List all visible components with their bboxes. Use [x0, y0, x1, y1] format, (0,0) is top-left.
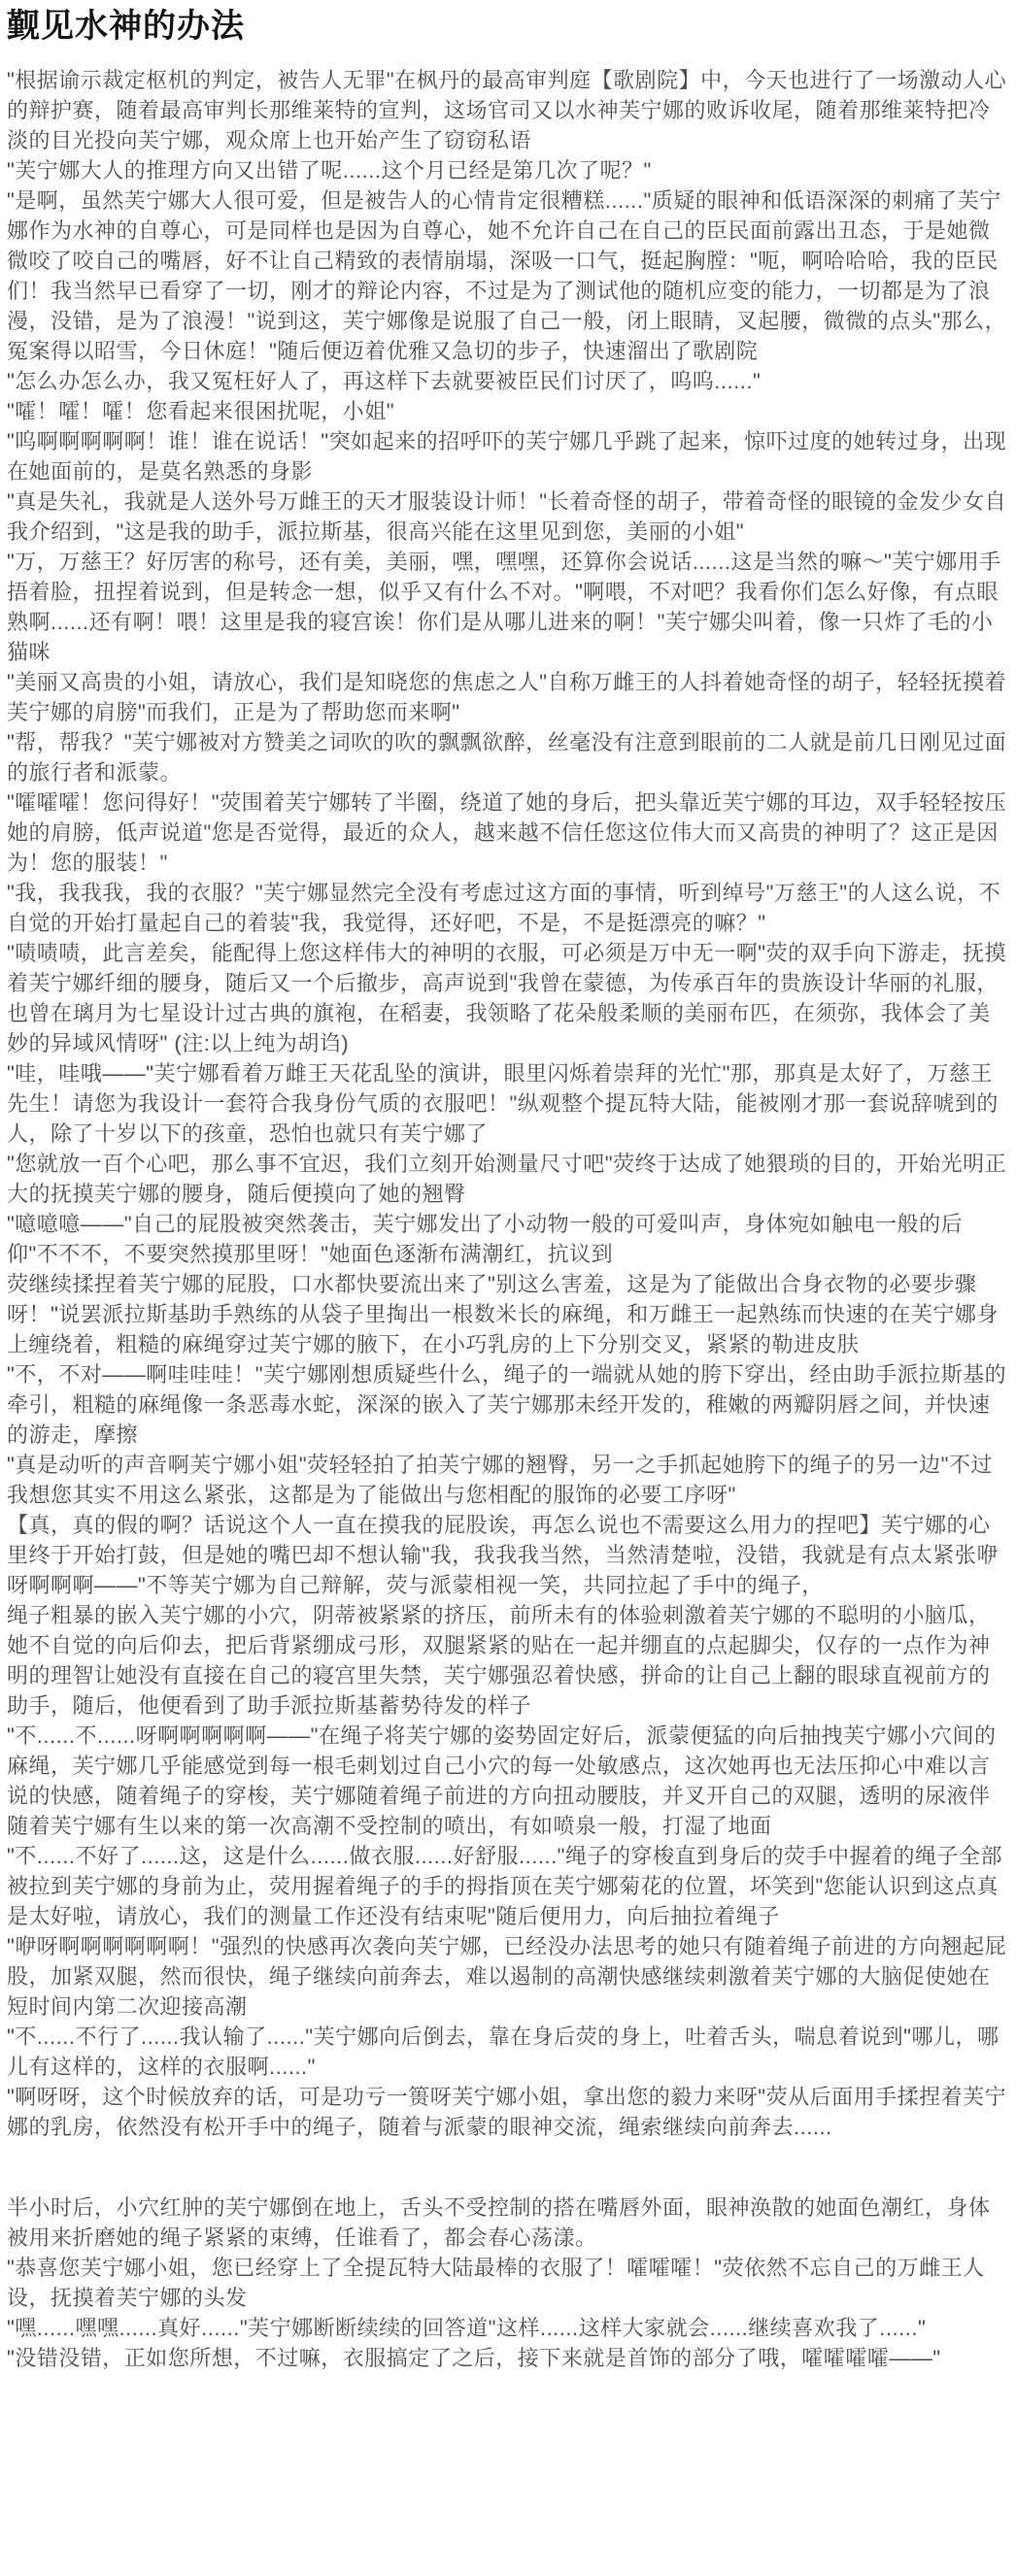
paragraph: "不......不好了......这，这是什么......做衣服......好舒服......"绳子的穿梭直到身后的荧手中握着的绳子全部被拉到芙宁娜的身前为止，荧用握着绳子的手的拇指顶在芙宁娜菊花的位置，坏笑到"您能认识到这点真是太好啦，请放心，我们的测量工作还没有结束呢"随后便用力，向后抽拉着绳子	[7, 1844, 1002, 1929]
paragraph: "啊呀呀，这个时候放弃的话，可是功亏一篑呀芙宁娜小姐，拿出您的毅力来呀"荧从后面用手揉捏着芙宁娜的乳房，依然没有松开手中的绳子，随着与派蒙的眼神交流，绳索继续向前奔去......	[7, 2085, 1007, 2140]
paragraph: "咿呀啊啊啊啊啊啊！"强烈的快感再次袭向芙宁娜，已经没办法思考的她只有随着绳子前进的方向翘起屁股，加紧双腿，然而很快，绳子继续向前奔去，难以遏制的高潮快感继续刺激着芙宁娜的大脑促使她在短时间内第二次迎接高潮	[7, 1934, 1007, 2020]
paragraph: "不，不对——啊哇哇哇！"芙宁娜刚想质疑些什么，绳子的一端就从她的胯下穿出，经由助手派拉斯基的牵引，粗糙的麻绳像一条恶毒水蛇，深深的嵌入了芙宁娜那未经开发的，稚嫩的两瓣阴唇之间，并快速的游走，摩擦	[7, 1362, 1007, 1448]
paragraph: "真是失礼，我就是人送外号万雌王的天才服装设计师！"长着奇怪的胡子，带着奇怪的眼镜的金发少女自我介绍到，"这是我的助手，派拉斯基，很高兴能在这里见到您，美丽的小姐"	[7, 489, 1007, 545]
paragraph: 荧继续揉捏着芙宁娜的屁股，口水都快要流出来了"别这么害羞，这是为了能做出合身衣物的必要步骤呀！"说罢派拉斯基助手熟练的从袋子里掏出一根数米长的麻绳，和万雌王一起熟练而快速的在芙宁娜身上缠绕着，粗糙的麻绳穿过芙宁娜的腋下，在小巧乳房的上下分别交叉，紧紧的勒进皮肤	[7, 1272, 999, 1357]
paragraph: "美丽又高贵的小姐，请放心，我们是知晓您的焦虑之人"自称万雌王的人抖着她奇怪的胡子，轻轻抚摸着芙宁娜的肩膀"而我们，正是为了帮助您而来啊"	[7, 670, 1007, 725]
document-body	[7, 65, 1009, 2373]
paragraph: "芙宁娜大人的推理方向又出错了呢......这个月已经是第几次了呢？"	[7, 158, 652, 184]
paragraph: "嘿......嘿嘿......真好......"芙宁娜断断续续的回答道"这样......这样大家就会......继续喜欢我了......"	[7, 2316, 927, 2341]
paragraph: "不......不......呀啊啊啊啊啊——"在绳子将芙宁娜的姿势固定好后，派蒙便猛的向后抽拽芙宁娜小穴间的麻绳，芙宁娜几乎能感觉到每一根毛刺划过自己小穴的每一处敏感点，这次她再也无法压抑心中难以言说的快感，随着绳子的穿梭，芙宁娜随着绳子前进的方向扭动腰肢，并叉开自己的双腿，透明的尿液伴随着芙宁娜有生以来的第一次高潮不受控制的喷出，有如喷泉一般，打湿了地面	[7, 1723, 997, 1839]
paragraph: 半小时后，小穴红肿的芙宁娜倒在地上，舌头不受控制的搭在嘴唇外面，眼神涣散的她面色潮红，身体被用来折磨她的绳子紧紧的束缚，任谁看了，都会春心荡漾。	[7, 2195, 991, 2251]
paragraph: 【真，真的假的啊？话说这个人一直在摸我的屁股诶，再怎么说也不需要这么用力的捏吧】芙宁娜的心里终于开始打鼓，但是她的嘴巴却不想认输"我，我我我当然，当然清楚啦，没错，我就是有点太紧张咿呀啊啊啊——"不等芙宁娜为自己辩解，荧与派蒙相视一笑，共同拉起了手中的绳子，	[7, 1513, 999, 1598]
paragraph: "嚯嚯嚯！您问得好！"荧围着芙宁娜转了半圈，绕道了她的身后，把头靠近芙宁娜的耳边，双手轻轻按压她的肩膀，低声说道"您是否觉得，最近的众人，越来越不信任您这位伟大而又高贵的神明了？这正是因为！您的服装！"	[7, 790, 1007, 876]
paragraph: "万，万慈王？好厉害的称号，还有美，美丽，嘿，嘿嘿，还算你会说话......这是当然的嘛～"芙宁娜用手捂着脸，扭捏着说到，但是转念一想，似乎又有什么不对。"啊喂，不对吧？我看你们怎么好像，有点眼熟啊......还有啊！喂！这里是我的寝宫诶！你们是从哪儿进来的啊！"芙宁娜尖叫着，像一只炸了毛的小猫咪	[7, 550, 1001, 665]
paragraph: "您就放一百个心吧，那么事不宜迟，我们立刻开始测量尺寸吧"荧终于达成了她猥琐的目的，开始光明正大的抚摸芙宁娜的腰身，随后便摸向了她的翘臀	[7, 1152, 1007, 1207]
paragraph: "呜啊啊啊啊啊！谁！谁在说话！"突如起来的招呼吓的芙宁娜几乎跳了起来，惊吓过度的她转过身，出现在她面前的，是莫名熟悉的身影	[7, 429, 1007, 485]
paragraph: "噫噫噫——"自己的屁股被突然袭击，芙宁娜发出了小动物一般的可爱叫声，身体宛如触电一般的后仰"不不不，不要突然摸那里呀！"她面色逐渐布满潮红，抗议到	[7, 1212, 964, 1267]
paragraph: "啧啧啧，此言差矣，能配得上您这样伟大的神明的衣服，可必须是万中无一啊"荧的双手向下游走，抚摸着芙宁娜纤细的腰身，随后又一个后撤步，高声说到"我曾在蒙德，为传承百年的贵族设计华丽的礼服，也曾在璃月为七星设计过古典的旗袍，在稻妻，我领略了花朵般柔顺的美丽布匹，在须弥，我体会了美妙的异域风情呀" (注:以上纯为胡诌)	[7, 941, 1007, 1056]
paragraph: "没错没错，正如您所想，不过嘛，衣服搞定了之后，接下来就是首饰的部分了哦，嚯嚯嚯嚯——"	[7, 2346, 941, 2371]
paragraph-break	[7, 2142, 1009, 2192]
paragraph: "我，我我我，我的衣服？"芙宁娜显然完全没有考虑过这方面的事情，听到绰号"万慈王"的人这么说，不自觉的开始打量起自己的着装"我，我觉得，还好吧，不是，不是挺漂亮的嘛？"	[7, 881, 1001, 936]
paragraph: "嚯！嚯！嚯！您看起来很困扰呢，小姐"	[7, 399, 395, 424]
paragraph: "根据谕示裁定枢机的判定，被告人无罪"在枫丹的最高审判庭【歌剧院】中，今天也进行了一场激动人心的辩护赛，随着最高审判长那维莱特的宣判，这场官司又以水神芙宁娜的败诉收尾，随着那维莱特把冷淡的目光投向芙宁娜，观众席上也开始产生了窃窃私语	[7, 68, 1007, 153]
paragraph: "真是动听的声音啊芙宁娜小姐"荧轻轻拍了拍芙宁娜的翘臀，另一之手抓起她胯下的绳子的另一边"不过我想您其实不用这么紧张，这都是为了能做出与您相配的服饰的必要工序呀"	[7, 1453, 993, 1508]
paragraph: "不......不行了......我认输了......"芙宁娜向后倒去，靠在身后荧的身上，吐着舌头，喘息着说到"哪儿，哪儿有这样的，这样的衣服啊......"	[7, 2024, 999, 2080]
paragraph: "帮，帮我？"芙宁娜被对方赞美之词吹的吹的飘飘欲醉，丝毫没有注意到眼前的二人就是前几日刚见过面的旅行者和派蒙。	[7, 730, 1007, 786]
paragraph: "是啊，虽然芙宁娜大人很可爱，但是被告人的心情肯定很糟糕......"质疑的眼神和低语深深的刺痛了芙宁娜作为水神的自尊心，可是同样也是因为自尊心，她不允许自己在自己的臣民面前露出丑态，于是她微微咬了咬自己的嘴唇，好不让自己精致的表情崩塌，深吸一口气，挺起胸膛："呃，啊哈哈哈，我的臣民们！我当然早已看穿了一切，刚才的辩论内容，不过是为了测试他的随机应变的能力，一切都是为了浪漫，没错，是为了浪漫！"说到这，芙宁娜像是说服了自己一般，闭上眼睛，叉起腰，微微的点头"那么，冤案得以昭雪，今日休庭！"随后便迈着优雅又急切的步子，快速溜出了歌剧院	[7, 188, 1007, 364]
paragraph: "哇，哇哦——"芙宁娜看着万雌王天花乱坠的演讲，眼里闪烁着崇拜的光忙"那，那真是太好了，万慈王先生！请您为我设计一套符合我身份气质的衣服吧！"纵观整个提瓦特大陆，能被刚才那一套说辞唬到的人，除了十岁以下的孩童，恐怕也就只有芙宁娜了	[7, 1061, 999, 1147]
paragraph: 绳子粗暴的嵌入芙宁娜的小穴，阴蒂被紧紧的挤压，前所未有的体验刺激着芙宁娜的不聪明的小脑瓜，她不自觉的向后仰去，把后背紧绷成弓形，双腿紧紧的贴在一起并绷直的点起脚尖，仅存的一点作为神明的理智让她没有直接在自己的寝宫里失禁，芙宁娜强忍着快感，拼命的让自己上翻的眼球直视前方的助手，随后，他便看到了助手派拉斯基蓄势待发的样子	[7, 1603, 991, 1719]
paragraph: "恭喜您芙宁娜小姐，您已经穿上了全提瓦特大陆最棒的衣服了！嚯嚯嚯！"荧依然不忘自己的万雌王人设，抚摸着芙宁娜的头发	[7, 2256, 985, 2311]
page-title: 觐见水神的办法	[7, 8, 245, 45]
paragraph: "怎么办怎么办，我又冤枉好人了，再这样下去就要被臣民们讨厌了，呜呜......"	[7, 369, 762, 394]
